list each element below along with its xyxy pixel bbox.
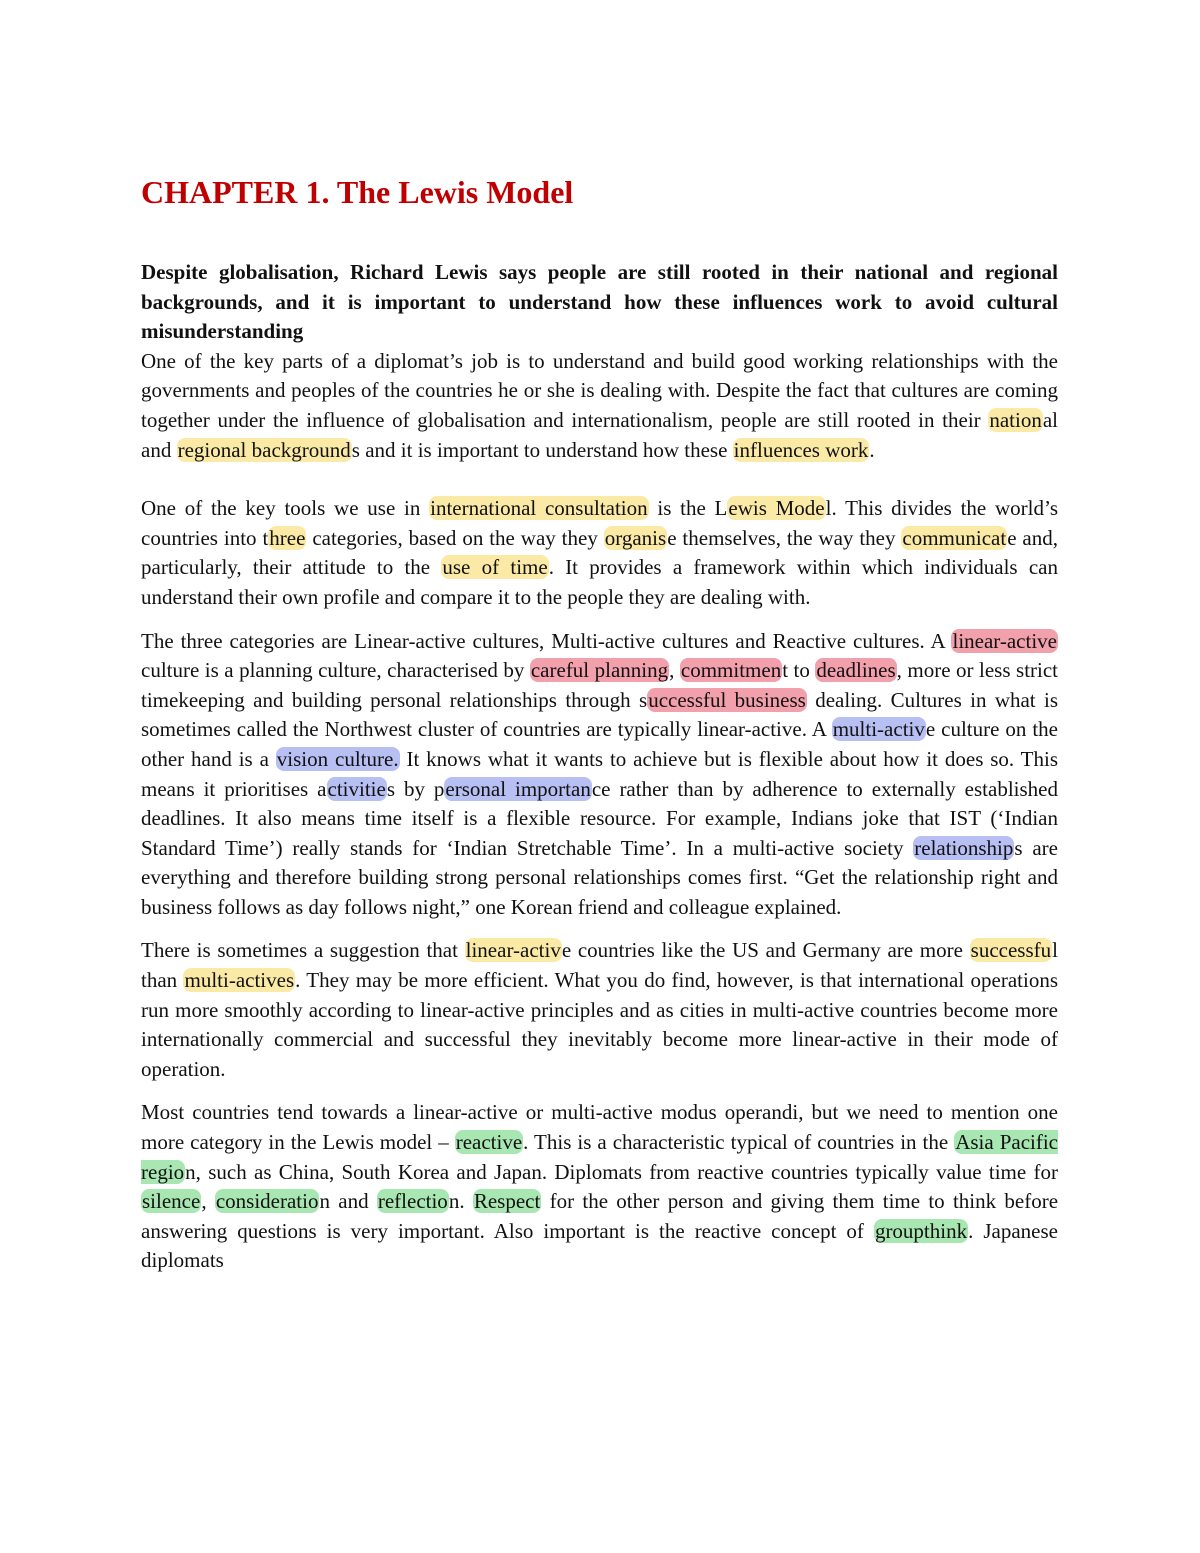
text-run: ce rather than by adherence to externally established deadlines. It also means time itself is a flexible resource. For example, Indians joke that IST (‘Indian Standard Time’) really stands for ‘Indian Stretchable Time’. In a multi-active society [141,776,1058,860]
body-paragraph [141,494,1058,612]
text-run: t to [782,658,816,683]
highlight-blue: multi-activ [832,717,925,742]
highlight-yellow: nation [989,407,1042,432]
lead-paragraph: Despite globalisation, Richard Lewis says people are still rooted in their national and regional backgrounds, and it is important to understand how these influences work to avoid cultural misunderstanding [141,260,1058,344]
highlight-green: Asia Pacific regio [141,1130,1058,1184]
highlight-red: commitmen [680,658,782,683]
highlight-blue: ctivitie [327,776,386,801]
body-paragraph [141,347,1058,465]
text-run: dealing. Cultures in what is sometimes called the Northwest cluster of countries are typically linear-active. A [141,687,1058,742]
highlight-yellow: regional background [177,437,351,462]
highlight-green: groupthink [874,1218,968,1243]
text-run: culture is a planning culture, characterised by [141,658,530,683]
text-run: . [869,437,875,462]
highlight-green: Respect [473,1189,541,1214]
highlight-blue: relationship [914,835,1014,860]
highlight-green: reactive [455,1130,523,1155]
text-run: e countries like the US and Germany are more [561,938,970,963]
text-run: categories, based on the way they [306,525,604,550]
text-run: s are everything and therefore building strong personal relationships comes first. “Get the relationship right and business follows as day follows night,” one Korean friend and colleague explained. [141,835,1058,919]
text-run: for the other person and giving them time to think before answering questions is very important. Also important is the reactive concept of [141,1189,1059,1243]
highlight-yellow: hree [269,525,306,550]
highlight-yellow: ewis Mode [728,496,825,521]
highlight-yellow: organis [604,525,667,550]
text-run: l. This divides the world’s countries into t [141,496,1058,550]
highlight-red: deadlines [816,658,896,683]
highlight-blue: vision culture. [276,746,399,771]
highlight-green: reflectio [377,1189,448,1214]
highlight-blue: ersonal importan [445,776,591,801]
text-run: . They may be more efficient. What you do find, however, is that international operations run more smoothly according to linear-active principles and as cities in multi-active countries become more internationally commercial and successful they inevitably become more linear-active in their mode of operation. [141,968,1059,1081]
text-run: l than [141,938,1058,993]
text-run: Most countries tend towards a linear-active or multi-active modus operandi, but we need to mention one more category in the Lewis model – [141,1100,1058,1155]
highlight-yellow: international consultation [430,496,648,521]
body-paragraph [141,1098,1058,1276]
body-paragraph [141,936,1058,1084]
text-run: There is sometimes a suggestion that [141,938,465,963]
text-run: s by p [386,776,445,801]
text-run: . It provides a framework within which individuals can understand their own profile and compare it to the people they are dealing with. [141,555,1058,609]
highlight-yellow: influences work [733,437,869,462]
text-run: . This is a characteristic typical of countries in the [523,1130,955,1155]
highlight-green: consideratio [215,1189,319,1214]
text-run: e themselves, the way they [667,525,902,550]
highlight-yellow: linear-activ [465,938,561,963]
text-run: n and [319,1189,377,1214]
highlight-green: silence [142,1189,201,1214]
text-run: One of the key tools we use in [141,496,430,521]
text-run: , [201,1189,215,1214]
text-run: It knows what it wants to achieve but is flexible about how it does so. This means it prioritises a [141,746,1058,801]
highlight-red: uccessful business [648,687,806,712]
text-run: al and [141,407,1058,462]
text-run: e culture on the other hand is a [141,717,1059,771]
text-run: s and it is important to understand how these [351,437,733,462]
text-run: e and, particularly, their attitude to the [141,525,1058,580]
highlight-yellow: use of time [442,555,548,580]
document-body [141,258,1058,1276]
highlight-yellow: successfu [970,938,1052,963]
text-run: n. [448,1189,473,1214]
text-run: . Japanese diplomats [141,1218,1058,1273]
highlight-red: linear-active [952,628,1057,653]
highlight-yellow: multi-actives [184,968,295,993]
text-run: n, such as China, South Korea and Japan. Diplomats from reactive countries typically value time for [185,1159,1058,1184]
highlight-yellow: communicat [902,525,1007,550]
text-run: , more or less strict timekeeping and building personal relationships through s [141,658,1059,712]
text-run: is the L [648,496,728,521]
text-run: One of the key parts of a diplomat’s job is to understand and build good working relationships with the governments and peoples of the countries he or she is dealing with. Despite the fact that cultures are coming together under the influence of globalisation and internationalism, people are still rooted in their [141,348,1058,432]
body-paragraph [141,627,1058,923]
page-title: CHAPTER 1. The Lewis Model [141,174,574,210]
text-run: , [669,658,680,683]
text-run: The three categories are Linear-active cultures, Multi-active cultures and Reactive cultures. A [141,628,952,653]
highlight-red: careful planning [530,658,669,683]
